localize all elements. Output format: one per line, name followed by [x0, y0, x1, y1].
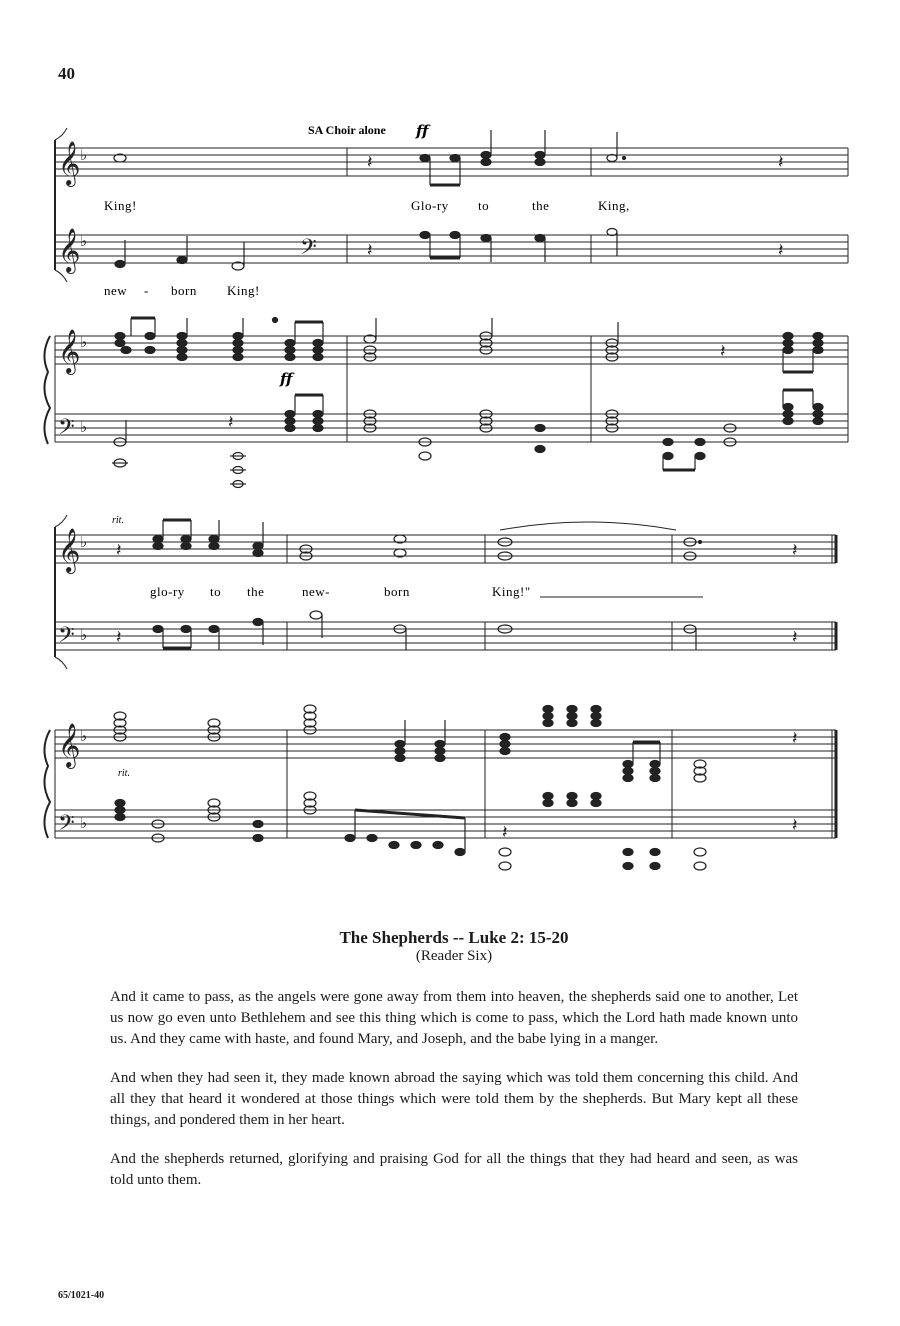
lyric-sa-1: King!: [104, 198, 137, 213]
choir-direction: SA Choir alone: [308, 123, 386, 137]
reading-paragraph-1: And it came to pass, as the angels were gone away from them into heaven, the shepherds said one to another, Let us now go even unto Bethlehem and see this thing which is come to pass, which the Lord hath made known unto us. And they came with haste, and found Mary, and Joseph, and the babe lying in a manger.: [110, 989, 798, 1047]
svg-text:♭: ♭: [80, 626, 88, 644]
lyric-sa2-2: to: [210, 584, 222, 599]
svg-text:𝄞: 𝄞: [58, 329, 81, 373]
svg-text:𝄢: 𝄢: [58, 623, 75, 653]
lyric-tb-3: born: [171, 283, 197, 298]
svg-text:♭: ♭: [80, 232, 88, 250]
dynamic-ff-piano: ff: [280, 370, 293, 388]
staff-tb-2: [55, 622, 836, 650]
lyric-tb-1: new: [104, 283, 128, 298]
svg-text:♭: ♭: [80, 418, 88, 436]
lyric-tb-4: King!: [227, 283, 260, 298]
svg-text:𝄞: 𝄞: [58, 141, 81, 185]
lyric-sa2-4: new-: [302, 584, 330, 599]
lyric-sa-4: the: [532, 198, 550, 213]
page-number: 40: [58, 64, 75, 83]
svg-text:𝄞: 𝄞: [58, 528, 81, 572]
svg-text:𝄽: 𝄽: [502, 822, 508, 843]
svg-text:𝄽: 𝄽: [116, 540, 122, 561]
reading-title: The Shepherds -- Luke 2: 15-20: [339, 928, 569, 947]
svg-text:♭: ♭: [80, 814, 88, 832]
lyric-sa-2: Glo-ry: [411, 198, 449, 213]
svg-text:𝄞: 𝄞: [58, 228, 81, 272]
svg-text:♭: ♭: [80, 727, 88, 745]
lyric-tb-2: -: [144, 283, 149, 298]
staff-piano-lh-2: [55, 810, 836, 838]
svg-text:𝄽: 𝄽: [116, 627, 122, 648]
svg-text:♭: ♭: [80, 533, 88, 551]
svg-text:𝄽: 𝄽: [792, 815, 798, 836]
staff-sa-1: [55, 148, 848, 176]
svg-text:𝄽: 𝄽: [720, 341, 726, 362]
reading-paragraph-3: And the shepherds returned, glorifying and praising God for all the things that they had heard and seen, as was told unto them.: [110, 1151, 798, 1188]
svg-text:𝄽: 𝄽: [792, 540, 798, 561]
svg-text:𝄢: 𝄢: [58, 811, 75, 841]
lyric-sa2-6: King!": [492, 584, 531, 599]
staff-sa-2: [55, 535, 836, 563]
lyric-sa2-5: born: [384, 584, 410, 599]
svg-text:𝄢: 𝄢: [300, 235, 317, 265]
svg-text:𝄽: 𝄽: [792, 728, 798, 749]
svg-text:♭: ♭: [80, 333, 88, 351]
svg-text:𝄽: 𝄽: [792, 627, 798, 648]
dynamic-ff-top: ff: [416, 122, 429, 140]
staff-piano-rh-1: [55, 336, 848, 364]
lyric-sa-5: King,: [598, 198, 630, 213]
reading-subtitle: (Reader Six): [415, 948, 493, 964]
scripture-reading: [110, 928, 798, 1209]
lyric-sa2-1: glo-ry: [150, 584, 185, 599]
lyric-sa-3: to: [478, 198, 490, 213]
svg-text:𝄞: 𝄞: [58, 723, 81, 767]
rit-marking-piano: rit.: [118, 768, 130, 779]
lyric-sa2-3: the: [247, 584, 265, 599]
svg-text:𝄽: 𝄽: [778, 240, 784, 261]
svg-text:𝄢: 𝄢: [58, 415, 75, 445]
svg-text:𝄽: 𝄽: [228, 412, 234, 433]
svg-text:𝄽: 𝄽: [778, 152, 784, 173]
svg-text:𝄽: 𝄽: [367, 240, 373, 261]
reading-paragraph-2: And when they had seen it, they made known abroad the saying which was told them concerning this child. And all they that heard it wondered at those things which were told them by the shepherds. But Mary kept all these things, and pondered them in her heart.: [110, 1070, 798, 1128]
svg-text:𝄽: 𝄽: [367, 152, 373, 173]
rit-marking-top: rit.: [112, 515, 124, 526]
catalog-code: 65/1021-40: [58, 1290, 105, 1301]
svg-text:♭: ♭: [80, 146, 88, 164]
